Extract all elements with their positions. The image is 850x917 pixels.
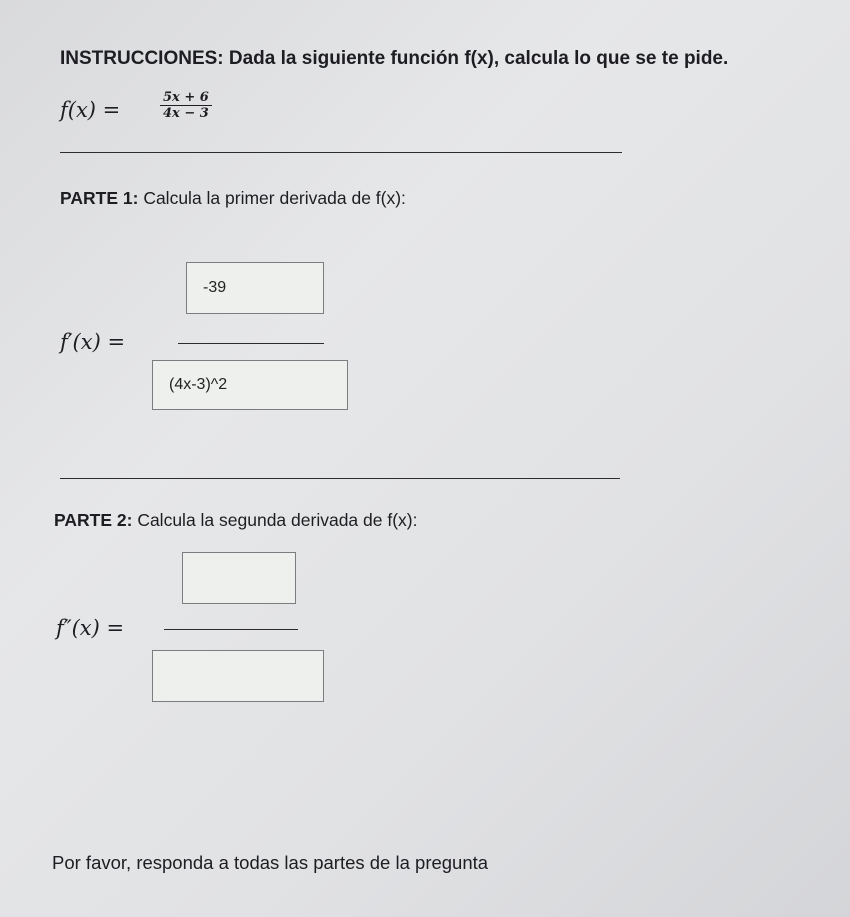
divider-middle: [60, 478, 620, 479]
part1-fraction-bar: [178, 343, 324, 344]
part2-denominator-input[interactable]: [152, 650, 324, 702]
part1-label: PARTE 1:: [60, 188, 139, 208]
part2-title: [54, 510, 417, 531]
function-fraction: [160, 90, 212, 121]
function-numerator: 5x + 6: [163, 90, 209, 105]
function-lhs: f(x) =: [60, 98, 121, 122]
part1-denominator-value: (4x-3)^2: [169, 376, 228, 393]
part1-numerator-input[interactable]: [186, 262, 324, 314]
footer-note: Por favor, responda a todas las partes de la pregunta: [52, 852, 489, 873]
part1-denominator-input[interactable]: [152, 360, 348, 410]
instructions-text: INSTRUCCIONES: Dada la siguiente función f(x), calcula lo que se te pide.: [60, 48, 729, 69]
part1-numerator-value: -39: [203, 279, 227, 296]
part1-lhs: f′(x) =: [60, 330, 126, 354]
part1-title: [60, 188, 406, 209]
part2-numerator-input[interactable]: [182, 552, 296, 604]
part2-lhs: f″(x) =: [56, 616, 125, 640]
part1-text: Calcula la primer derivada de f(x):: [143, 188, 406, 208]
part2-fraction-bar: [164, 629, 298, 630]
part2-label: PARTE 2:: [54, 510, 133, 530]
divider-top: [60, 152, 622, 153]
function-denominator: 4x − 3: [160, 105, 212, 121]
part2-text: Calcula la segunda derivada de f(x):: [137, 510, 418, 530]
